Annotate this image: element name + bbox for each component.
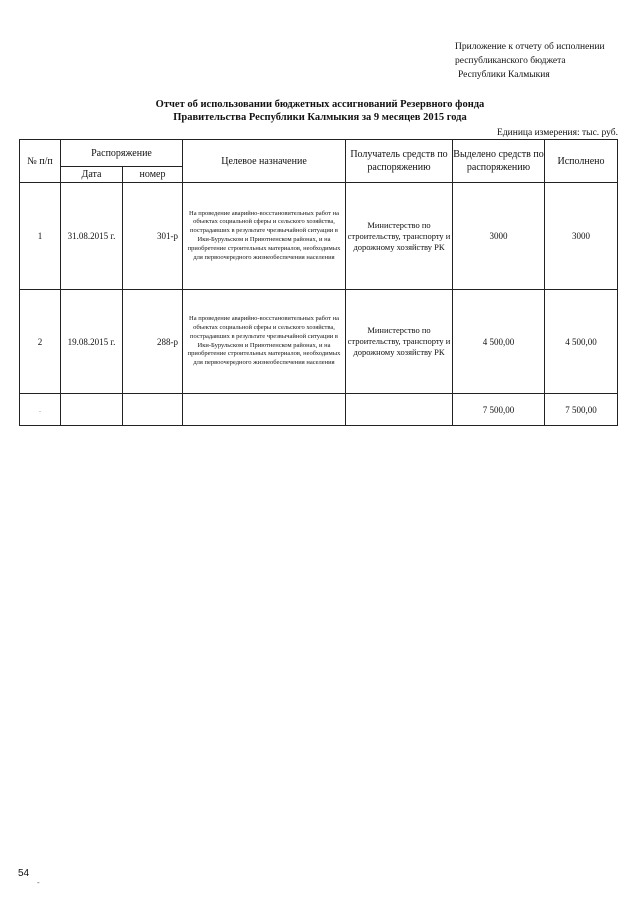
total-allocated: 7 500,00 [453, 394, 545, 426]
header-num: № п/п [20, 140, 61, 183]
total-empty-cell [61, 394, 123, 426]
page-number: 54 [18, 868, 30, 879]
row-order-number: 301-р [123, 183, 183, 290]
row-num: 2 [20, 290, 61, 394]
header-purpose: Целевое назначение [183, 140, 346, 183]
row-date: 19.08.2015 г. [61, 290, 123, 394]
header-order: Распоряжение [61, 140, 183, 167]
appendix-line-2: республиканского бюджета [455, 56, 566, 66]
table-row [20, 290, 618, 394]
row-purpose: На проведение аварийно-восстановительных работ на объектах социальной сферы и сельского хозяйства, пострадавших в результате чрезвычайной ситуации в Ики-Бурульском и Приютненском районах, и на приобретение строительных материалов, необходимых для первоочередного жизнеобеспечения населения [183, 290, 346, 394]
row-recipient: Министерство по строительству, транспорту и дорожному хозяйству РК [346, 290, 453, 394]
footer-mark: - [37, 878, 40, 887]
row-num: 1 [20, 183, 61, 290]
total-num: . [20, 394, 61, 426]
header-number: номер [123, 167, 183, 183]
header-allocated: Выделено средств по распоряжению [453, 140, 545, 183]
row-executed: 3000 [545, 183, 618, 290]
row-allocated: 4 500,00 [453, 290, 545, 394]
header-date: Дата [61, 167, 123, 183]
table-row [20, 183, 618, 290]
report-title-line-1: Отчет об использовании бюджетных ассигнований Резервного фонда [155, 99, 485, 110]
appendix-line-3: Республики Калмыкия [458, 70, 550, 80]
total-executed: 7 500,00 [545, 394, 618, 426]
row-allocated: 3000 [453, 183, 545, 290]
total-empty-cell [123, 394, 183, 426]
row-recipient: Министерство по строительству, транспорту и дорожному хозяйству РК [346, 183, 453, 290]
report-title-line-2: Правительства Республики Калмыкия за 9 месяцев 2015 года [173, 112, 467, 123]
appendix-line-1: Приложение к отчету об исполнении [455, 42, 605, 52]
header-recipient: Получатель средств по распоряжению [346, 140, 453, 183]
row-date: 31.08.2015 г. [61, 183, 123, 290]
row-executed: 4 500,00 [545, 290, 618, 394]
unit-of-measure: Единица измерения: тыс. руб. [497, 128, 618, 138]
row-purpose: На проведение аварийно-восстановительных работ на объектах социальной сферы и сельского хозяйства, пострадавших в результате чрезвычайной ситуации в Ики-Бурульском и Приютненском районах, и на приобретение строительных материалов, необходимых для первоочередного жизнеобеспечения населения [183, 183, 346, 290]
total-row [20, 394, 618, 426]
total-empty-cell [346, 394, 453, 426]
total-empty-cell [183, 394, 346, 426]
header-executed: Исполнено [545, 140, 618, 183]
header-row-1 [20, 140, 618, 167]
row-order-number: 288-р [123, 290, 183, 394]
report-table [19, 139, 618, 426]
report-title [100, 98, 540, 124]
appendix-note [455, 40, 630, 82]
